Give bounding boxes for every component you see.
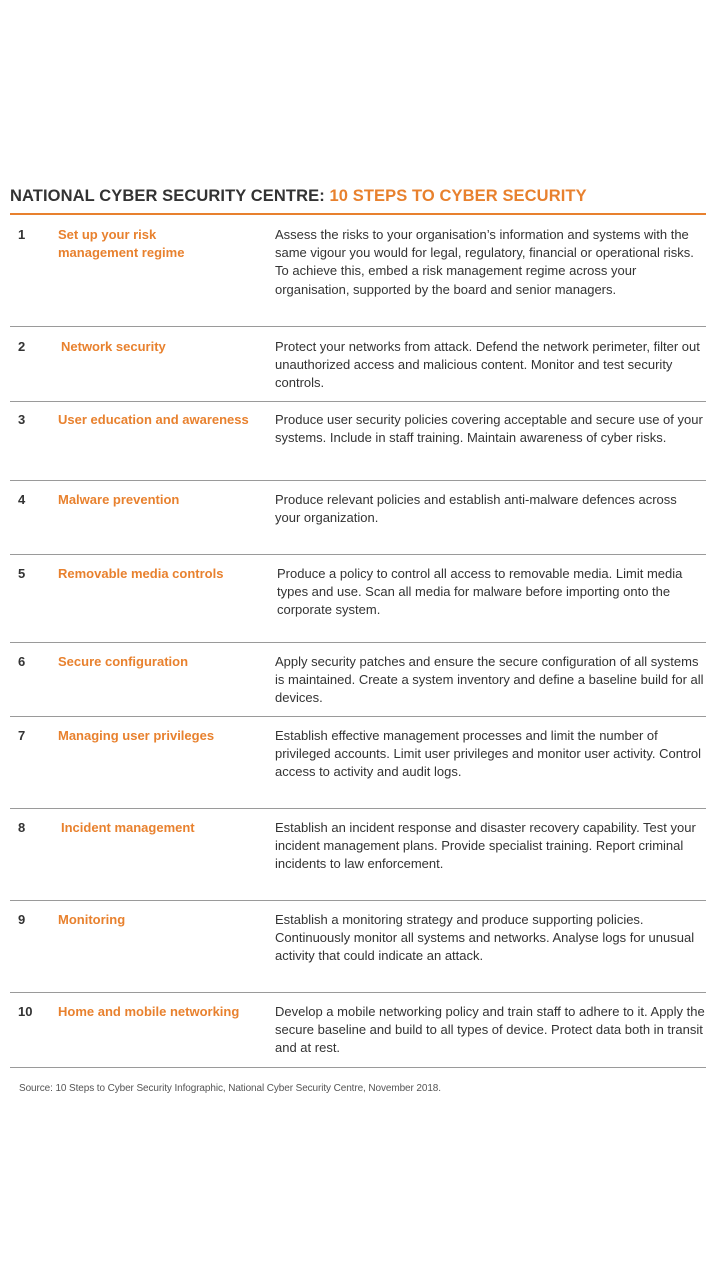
step-title: Monitoring bbox=[58, 912, 126, 927]
step-number: 6 bbox=[18, 654, 26, 669]
step-description: Establish an incident response and disaster recovery capability. Test your incident management plans. Provide specialist training. Report criminal incidents to law enforcement. bbox=[275, 820, 696, 872]
table-row bbox=[10, 215, 706, 327]
page-title bbox=[10, 186, 706, 215]
document bbox=[10, 186, 706, 1068]
step-number: 9 bbox=[18, 912, 26, 927]
table-row bbox=[10, 993, 706, 1068]
table-row bbox=[10, 481, 706, 555]
steps-table bbox=[10, 215, 706, 1068]
step-number: 7 bbox=[18, 728, 26, 743]
title-highlight: 10 STEPS TO CYBER SECURITY bbox=[329, 187, 587, 205]
step-title: Home and mobile networking bbox=[58, 1004, 240, 1019]
step-description: Protect your networks from attack. Defend the network perimeter, filter out unauthorized access and malicious content. Monitor and test security controls. bbox=[275, 339, 700, 391]
step-description: Produce user security policies covering acceptable and secure use of your systems. Include in staff training. Maintain awareness of cyber risks. bbox=[275, 412, 703, 446]
step-title: Network security bbox=[61, 339, 166, 354]
step-title: Removable media controls bbox=[58, 566, 224, 581]
step-description: Assess the risks to your organisation’s information and systems with the same vigour you would for legal, regulatory, financial or operational risks. To achieve this, embed a risk management regime across your organisation, supported by the board and senior managers. bbox=[275, 227, 694, 297]
table-row bbox=[10, 555, 706, 643]
step-title: Secure configuration bbox=[58, 654, 189, 669]
step-title: Incident management bbox=[61, 820, 195, 835]
step-number: 8 bbox=[18, 820, 26, 835]
step-title: Managing user privileges bbox=[58, 728, 215, 743]
step-number: 4 bbox=[18, 492, 26, 507]
table-row bbox=[10, 717, 706, 809]
table-row bbox=[10, 402, 706, 481]
step-number: 10 bbox=[18, 1004, 33, 1019]
table-row bbox=[10, 809, 706, 901]
step-description: Produce a policy to control all access to removable media. Limit media types and use. Scan all media for malware before importing onto the corporate system. bbox=[277, 566, 683, 618]
step-number: 3 bbox=[18, 412, 26, 427]
step-number: 5 bbox=[18, 566, 26, 581]
step-description: Produce relevant policies and establish anti-malware defences across your organization. bbox=[275, 492, 677, 526]
step-description: Establish effective management processes and limit the number of privileged accounts. Limit user privileges and monitor user activity. Control access to activity and audit logs. bbox=[275, 728, 702, 780]
step-description: Establish a monitoring strategy and produce supporting policies. Continuously monitor all systems and networks. Analyse logs for unusual activity that could indicate an attack. bbox=[275, 912, 695, 964]
source-note: Source: 10 Steps to Cyber Security Infographic, National Cyber Security Centre, November 2018. bbox=[19, 1083, 441, 1094]
step-title: User education and awareness bbox=[58, 412, 249, 427]
table-row bbox=[10, 327, 706, 402]
table-row bbox=[10, 643, 706, 717]
table-row bbox=[10, 901, 706, 993]
step-description: Develop a mobile networking policy and train staff to adhere to it. Apply the secure baseline and build to all types of device. Protect data both in transit and at rest. bbox=[275, 1004, 705, 1056]
title-prefix: NATIONAL CYBER SECURITY CENTRE: bbox=[10, 187, 330, 205]
step-description: Apply security patches and ensure the secure configuration of all systems is maintained. Create a system inventory and define a baseline build for all devices. bbox=[275, 654, 704, 706]
step-number: 1 bbox=[18, 227, 26, 242]
step-title: Set up your risk management regime bbox=[58, 227, 185, 260]
step-number: 2 bbox=[18, 339, 26, 354]
step-title: Malware prevention bbox=[58, 492, 180, 507]
